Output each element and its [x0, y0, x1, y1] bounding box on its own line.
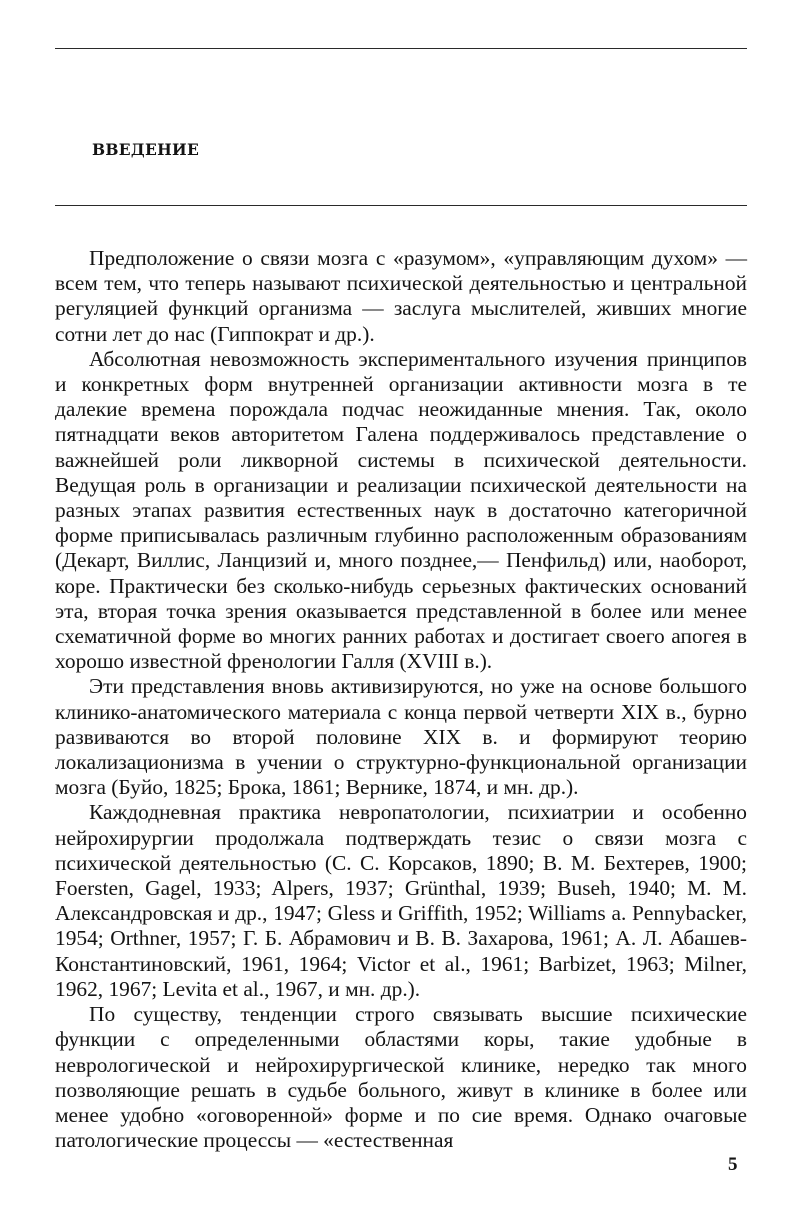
paragraph: Эти представления вновь активизируются, но уже на основе большого клинико-анатомического материала с конца первой четверти XIX в., бурно развиваются во второй половине XIX в. и формируют теорию локализационизма в учении о структурно-функциональной организации мозга (Буйо, 1825; Брока, 1861; Вернике, 1874, и мн. др.).: [55, 674, 747, 800]
top-rule: [55, 48, 747, 49]
paragraph: Абсолютная невозможность экспериментального изучения принципов и конкретных форм внутренней организации активности мозга в те далекие времена порождала подчас неожиданные мнения. Так, около пятнадцати веков авторитетом Галена поддерживалось представление о важнейшей роли ликворной системы в психической деятельности. Ведущая роль в организации и реализации психической деятельности на разных этапах развития естественных наук в достаточно категоричной форме приписывалась различным глубинно расположенным образованиям (Декарт, Виллис, Ланцизий и, много позднее,— Пенфильд) или, наоборот, коре. Практически без сколько-нибудь серьезных фактических оснований эта, вторая точка зрения оказывается представленной в более или менее схематичной форме во многих ранних работах и достигает своего апогея в хорошо известной френологии Галля (XVIII в.).: [55, 346, 747, 674]
paragraph: Каждодневная практика невропатологии, психиатрии и особенно нейрохирургии продолжала подтверждать тезис о связи мозга с психической деятельностью (С. С. Корсаков, 1890; В. М. Бехтерев, 1900; Foersten, Gagel, 1933; Alpers, 1937; Grünthal, 1939; Buseh, 1940; М. М. Александровская и др., 1947; Gless и Griffith, 1952; Williams a. Pennybacker, 1954; Orthner, 1957; Г. Б. Абрамович и В. В. Захарова, 1961; А. Л. Абашев-Константиновский, 1961, 1964; Victor et al., 1961; Barbizet, 1963; Milner, 1962, 1967; Levita et al., 1967, и мн. др.).: [55, 800, 747, 1001]
body-text: [55, 246, 747, 1153]
paragraph: Предположение о связи мозга с «разумом», «управляющим духом» — всем тем, что теперь называют психической деятельностью и центральной регуляцией функций организма — заслуга мыслителей, живших многие сотни лет до нас (Гиппократ и др.).: [55, 246, 747, 346]
heading-rule: [55, 205, 747, 206]
page-number: 5: [728, 1154, 738, 1175]
chapter-heading: ВВЕДЕНИЕ: [92, 140, 200, 159]
paragraph: По существу, тенденции строго связывать высшие психические функции с определенными областями коры, такие удобные в неврологической и нейрохирургической клинике, нередко так много позволяющие решать в судьбе больного, живут в клинике в более или менее удобно «оговоренной» форме и по сие время. Однако очаговые патологические процессы — «естественная: [55, 1002, 747, 1153]
